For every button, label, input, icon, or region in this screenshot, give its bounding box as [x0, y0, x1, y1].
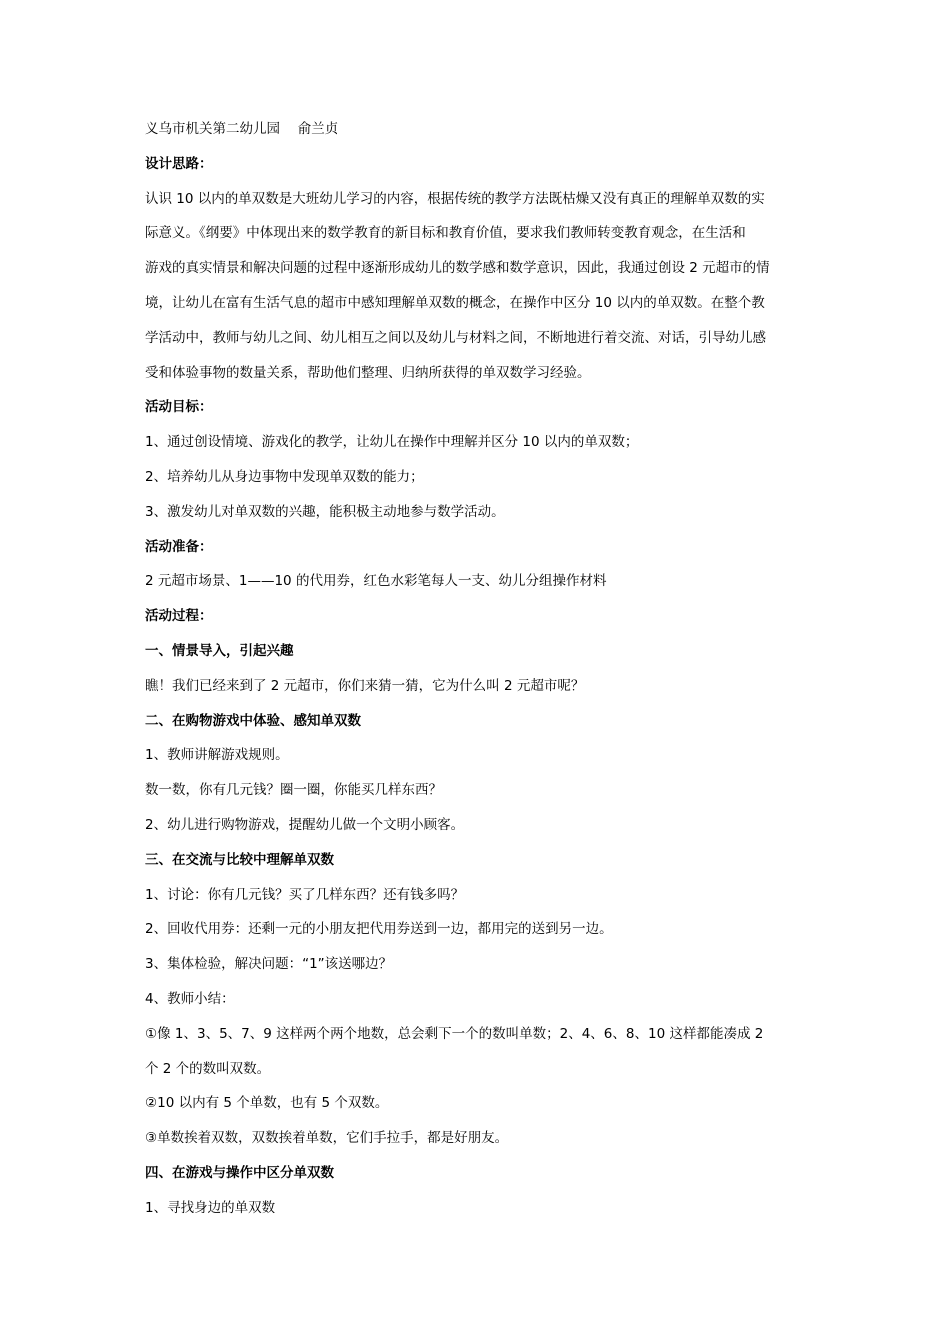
goal-item: 3、激发幼儿对单双数的兴趣，能积极主动地参与数学活动。	[145, 503, 505, 520]
step4-heading: 四、在游戏与操作中区分单双数	[145, 1164, 334, 1181]
goal-item: 1、通过创设情境、游戏化的教学，让幼儿在操作中理解并区分 10 以内的单双数；	[145, 434, 639, 451]
design-line: 际意义。《纲要》中体现出来的数学教育的新目标和教育价值，要求我们教师转变教育观念，在生活和	[145, 225, 746, 242]
design-line: 受和体验事物的数量关系，帮助他们整理、归纳所获得的单双数学习经验。	[145, 364, 591, 381]
step3-line: ③单数挨着双数，双数挨着单数，它们手拉手，都是好朋友。	[145, 1130, 509, 1147]
step3-line: ②10 以内有 5 个单数，也有 5 个双数。	[145, 1095, 389, 1112]
step2-line: 1、教师讲解游戏规则。	[145, 747, 289, 764]
step2-heading: 二、在购物游戏中体验、感知单双数	[145, 712, 361, 729]
step3-line: 2、回收代用券：还剩一元的小朋友把代用券送到一边，都用完的送到另一边。	[145, 921, 613, 938]
step3-heading: 三、在交流与比较中理解单双数	[145, 851, 334, 868]
goal-item: 2、培养幼儿从身边事物中发现单双数的能力；	[145, 468, 424, 485]
prep-heading: 活动准备：	[145, 538, 213, 555]
step1-text: 瞧！我们已经来到了 2 元超市，你们来猜一猜，它为什么叫 2 元超市呢？	[145, 677, 585, 694]
prep-text: 2 元超市场景、1——10 的代用券，红色水彩笔每人一支、幼儿分组操作材料	[145, 573, 607, 590]
step4-line: 1、寻找身边的单双数	[145, 1199, 276, 1216]
design-line: 学活动中，教师与幼儿之间、幼儿相互之间以及幼儿与材料之间，不断地进行着交流、对话，引导幼儿感	[145, 329, 766, 346]
document-page	[145, 112, 810, 1226]
process-heading: 活动过程：	[145, 608, 213, 625]
step3-line: ①像 1、3、5、7、9 这样两个两个地数，总会剩下一个的数叫单数；2、4、6、8、10 这样都能凑成 2	[145, 1025, 764, 1042]
step3-line: 3、集体检验，解决问题：“1”该送哪边？	[145, 956, 393, 973]
design-line: 境，让幼儿在富有生活气息的超市中感知理解单双数的概念，在操作中区分 10 以内的单双数。在整个教	[145, 294, 765, 311]
design-line: 认识 10 以内的单双数是大班幼儿学习的内容，根据传统的教学方法既枯燥又没有真正的理解单双数的实	[145, 190, 765, 207]
step2-line: 2、幼儿进行购物游戏，提醒幼儿做一个文明小顾客。	[145, 816, 465, 833]
step3-line: 个 2 个的数叫双数。	[145, 1060, 271, 1077]
design-heading: 设计思路：	[145, 155, 213, 172]
step1-heading: 一、情景导入，引起兴趣	[145, 642, 294, 659]
step3-line: 4、教师小结：	[145, 990, 235, 1007]
step2-line: 数一数，你有几元钱？圈一圈，你能买几样东西？	[145, 782, 442, 799]
author-line: 义乌市机关第二幼儿园 俞兰贞	[145, 121, 339, 137]
design-line: 游戏的真实情景和解决问题的过程中逐渐形成幼儿的数学感和数学意识，因此，我通过创设 2 元超市的情	[145, 260, 770, 277]
goals-heading: 活动目标：	[145, 399, 213, 416]
step3-line: 1、讨论：你有几元钱？买了几样东西？还有钱多吗？	[145, 886, 465, 903]
